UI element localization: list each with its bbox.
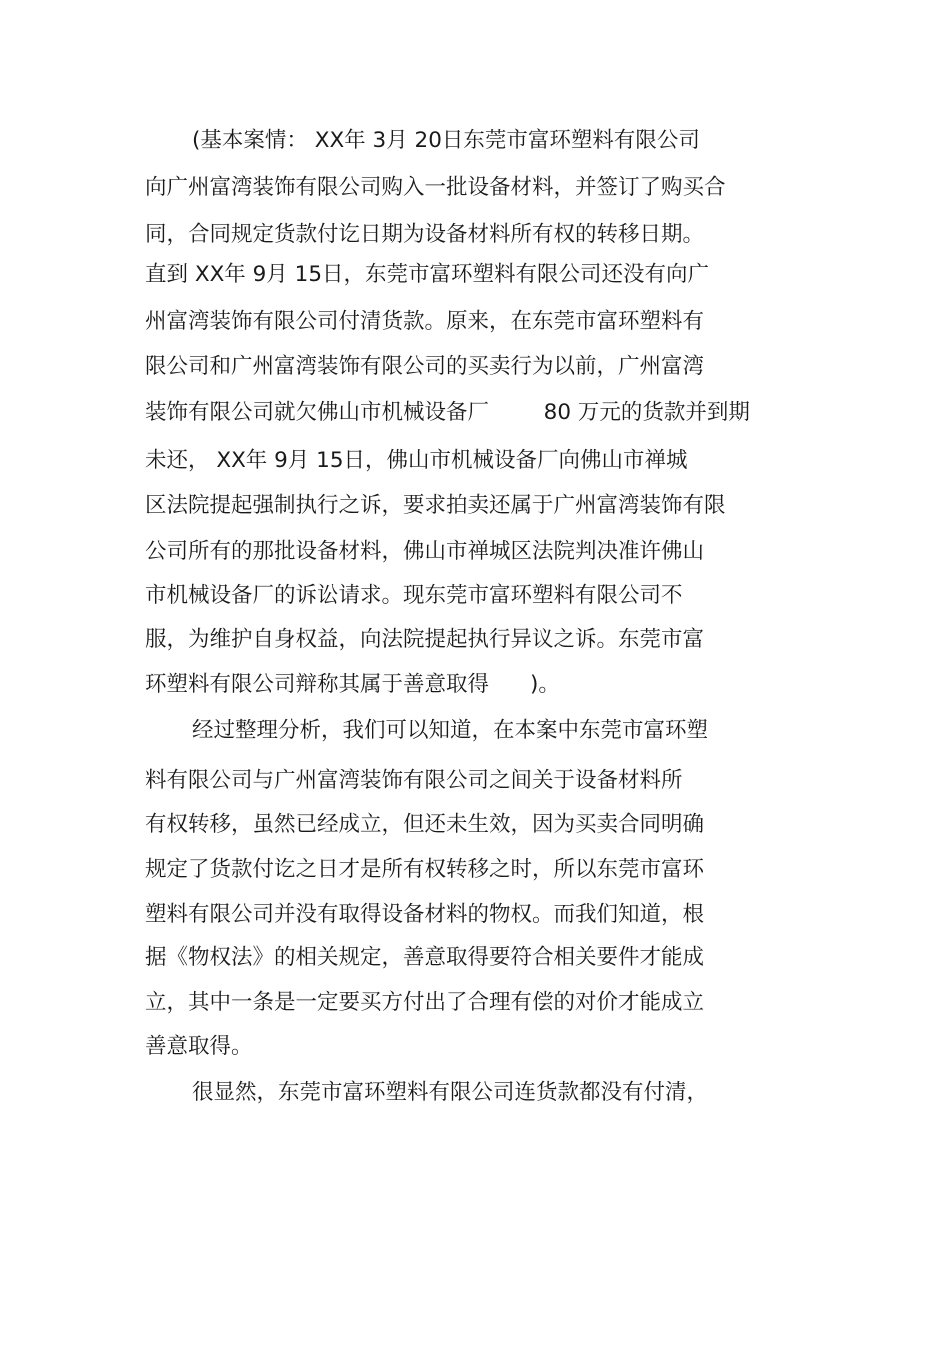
text-line: 塑料有限公司并没有取得设备材料的物权。而我们知道，根 <box>145 902 705 927</box>
text-line: 同，合同规定货款付讫日期为设备材料所有权的转移日期。 <box>145 222 705 247</box>
text-line: 未还， XX年 9月 15日，佛山市机械设备厂向佛山市禅城 <box>145 448 688 473</box>
text-line: 直到 XX年 9月 15日，东莞市富环塑料有限公司还没有向广 <box>145 262 709 287</box>
text-line: 善意取得。 <box>145 1034 253 1059</box>
text-line: 有权转移，虽然已经成立，但还未生效，因为买卖合同明确 <box>145 812 705 837</box>
text-line: 限公司和广州富湾装饰有限公司的买卖行为以前，广州富湾 <box>145 354 705 379</box>
text-line: 规定了货款付讫之日才是所有权转移之时，所以东莞市富环 <box>145 857 705 882</box>
text-line: 很显然，东莞市富环塑料有限公司连货款都没有付清， <box>192 1080 709 1105</box>
text-line: 装饰有限公司就欠佛山市机械设备厂 80 万元的货款并到期 <box>145 400 750 425</box>
text-line: 服，为维护自身权益，向法院提起执行异议之诉。东莞市富 <box>145 627 705 652</box>
text-line: 州富湾装饰有限公司付清货款。原来，在东莞市富环塑料有 <box>145 309 705 334</box>
text-line: 料有限公司与广州富湾装饰有限公司之间关于设备材料所 <box>145 768 683 793</box>
text-line: 公司所有的那批设备材料，佛山市禅城区法院判决准许佛山 <box>145 539 705 564</box>
text-line: (基本案情： XX年 3月 20日东莞市富环塑料有限公司 <box>192 128 700 153</box>
text-line: 立，其中一条是一定要买方付出了合理有偿的对价才能成立 <box>145 990 705 1015</box>
text-line: 据《物权法》的相关规定，善意取得要符合相关要件才能成 <box>145 945 705 970</box>
text-line: 向广州富湾装饰有限公司购入一批设备材料，并签订了购买合 <box>145 175 726 200</box>
text-line: 区法院提起强制执行之诉，要求拍卖还属于广州富湾装饰有限 <box>145 493 726 518</box>
text-line: 经过整理分析，我们可以知道，在本案中东莞市富环塑 <box>192 718 709 743</box>
text-line: 市机械设备厂的诉讼请求。现东莞市富环塑料有限公司不 <box>145 583 683 608</box>
text-line: 环塑料有限公司辩称其属于善意取得 )。 <box>145 672 560 697</box>
